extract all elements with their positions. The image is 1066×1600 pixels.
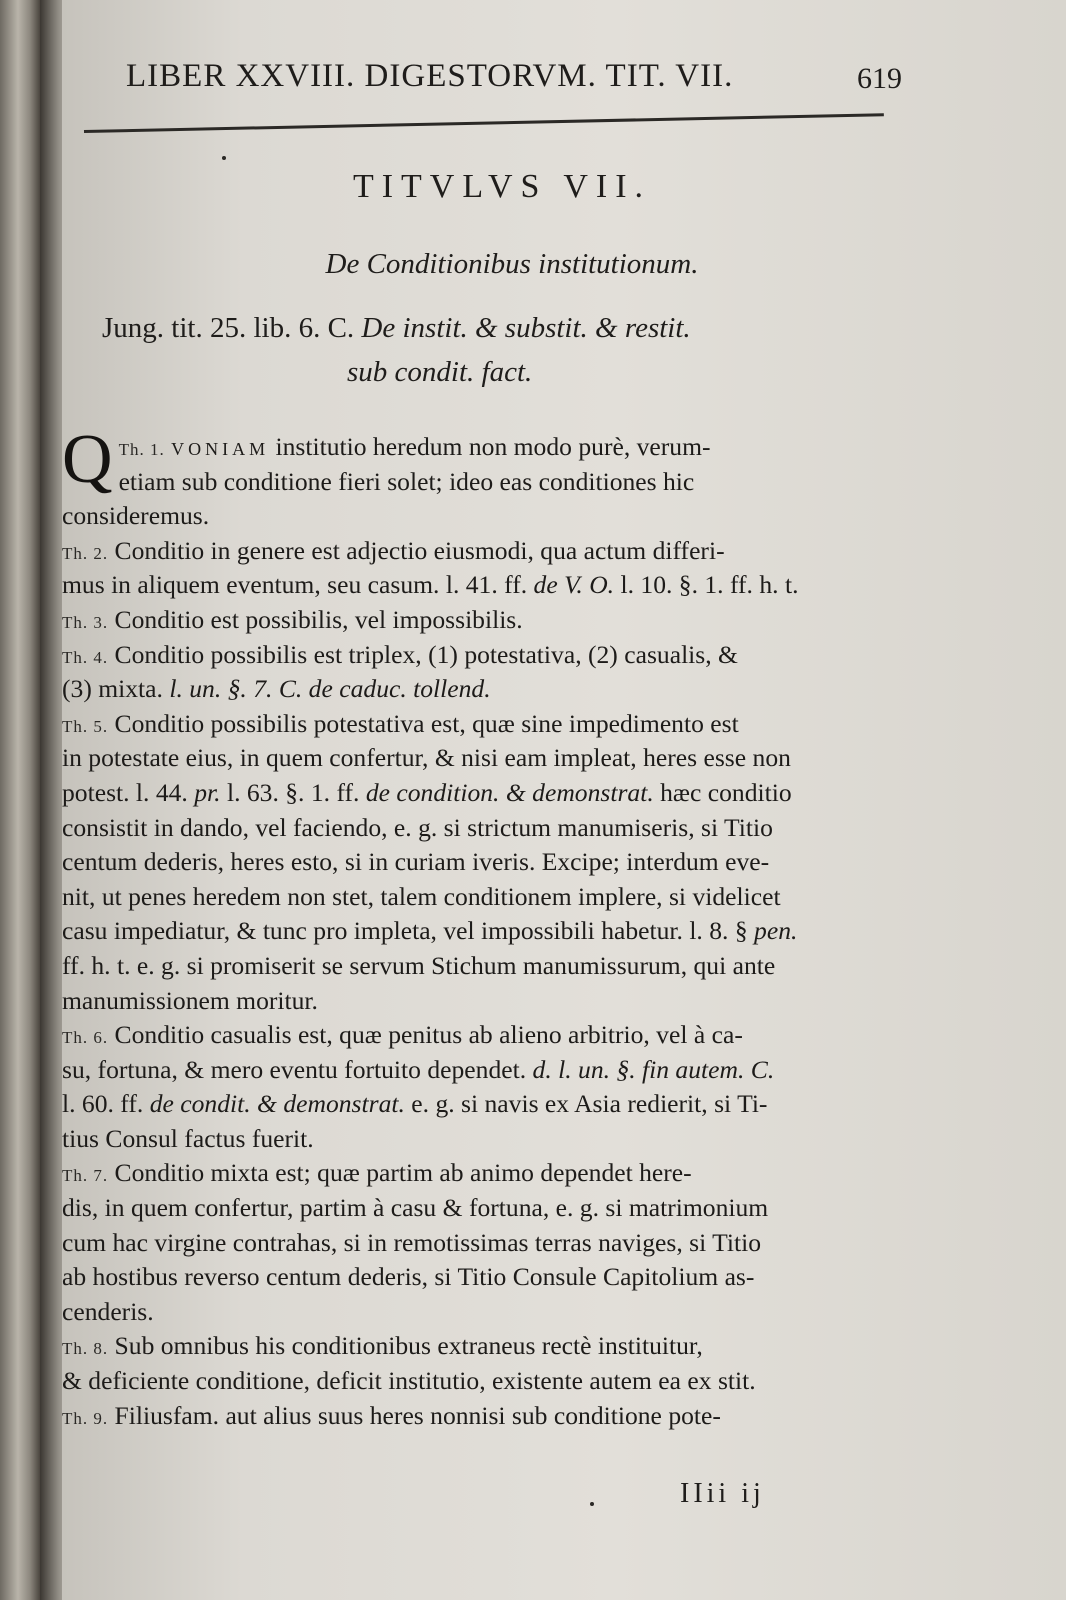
text-run: consideremus.	[62, 501, 210, 531]
text-line	[62, 1226, 942, 1261]
body-text	[62, 421, 942, 1433]
thesis-label: Th. 2.	[62, 543, 109, 563]
thesis-label: Th. 3.	[62, 612, 109, 632]
text-line	[62, 1087, 942, 1122]
text-line	[62, 949, 942, 984]
thesis-label: Th. 4.	[62, 647, 109, 667]
text-line	[62, 465, 942, 500]
text-line	[62, 1260, 942, 1295]
signature-mark: IIii ij	[680, 1478, 765, 1509]
text-run: e. g. si navis ex Asia redierit, si Ti-	[404, 1089, 768, 1119]
text-line	[62, 1329, 942, 1364]
italic-citation: de V. O.	[533, 570, 615, 600]
text-run: Conditio in genere est adjectio eiusmodi, qua actum differi-	[108, 535, 725, 565]
text-line	[62, 1399, 942, 1434]
text-line	[62, 1122, 942, 1157]
text-line	[62, 845, 942, 880]
drop-capital: Q	[62, 421, 113, 498]
text-line	[62, 1053, 942, 1088]
italic-citation: pen.	[754, 916, 798, 946]
text-run: & deficiente conditione, deficit institutio, existente autem ea ex stit.	[62, 1366, 756, 1396]
small-caps-word: VONIAM	[171, 439, 270, 459]
page-number: 619	[857, 62, 902, 95]
italic-citation: l. un. §. 7. C. de caduc. tollend.	[169, 674, 491, 704]
text-run: centum dederis, heres esto, si in curiam iveris. Excipe; interdum eve-	[62, 847, 770, 877]
text-line	[62, 638, 942, 673]
thesis-label: Th. 9.	[62, 1408, 109, 1428]
text-run: tius Consul factus fuerit.	[62, 1123, 314, 1153]
thesis-label: Th. 8.	[62, 1339, 109, 1359]
text-line	[62, 499, 942, 534]
italic-citation: de condition. & demonstrat.	[365, 777, 654, 807]
text-run: in potestate eius, in quem confertur, & nisi eam impleat, heres esse non	[62, 743, 791, 773]
text-run: cenderis.	[62, 1296, 154, 1326]
text-run: dis, in quem confertur, partim à casu & fortuna, e. g. si matrimonium	[62, 1193, 769, 1223]
italic-citation: de condit. & demonstrat.	[149, 1089, 405, 1119]
text-run: institutio heredum non modo purè, verum-	[269, 432, 711, 461]
text-line	[62, 672, 942, 707]
text-line	[62, 534, 942, 569]
text-run: Conditio mixta est; quæ partim ab animo dependet here-	[108, 1158, 692, 1188]
text-line	[62, 776, 942, 811]
crossref-line2: sub condit. fact.	[347, 356, 533, 388]
ink-speck	[590, 1502, 594, 1506]
crossref-italic: De instit. & substit. & restit.	[361, 312, 691, 344]
thesis-label: Th. 5.	[62, 716, 109, 736]
text-line	[62, 1156, 942, 1191]
text-run: ab hostibus reverso centum dederis, si Titio Consule Capitolium as-	[62, 1262, 755, 1292]
text-run: Conditio possibilis est triplex, (1) potestativa, (2) casualis, &	[108, 639, 738, 669]
text-run: l. 60. ff.	[62, 1089, 150, 1119]
ink-speck	[222, 156, 226, 160]
text-run: l. 63. §. 1. ff.	[220, 777, 366, 807]
text-line	[62, 1191, 942, 1226]
text-run: consistit in dando, vel faciendo, e. g. si strictum manumiseris, si Titio	[62, 812, 773, 842]
text-run: cum hac virgine contrahas, si in remotissimas terras naviges, si Titio	[62, 1227, 761, 1257]
text-run: hæc conditio	[653, 777, 792, 807]
thesis-label: Th. 7.	[62, 1166, 109, 1186]
text-line	[62, 880, 942, 915]
text-run: nit, ut penes heredem non stet, talem conditionem implere, si videlicet	[62, 881, 781, 911]
header-rule	[84, 113, 884, 133]
text-run: Filiusfam. aut alius suus heres nonnisi sub conditione pote-	[108, 1400, 721, 1430]
text-run: manumissionem moritur.	[62, 985, 318, 1015]
text-line	[62, 741, 942, 776]
crossref-prefix: Jung. tit. 25. lib. 6. C.	[102, 312, 362, 344]
subtitle-heading: De Conditionibus institutionum.	[325, 248, 699, 280]
text-run: potest. l. 44.	[62, 777, 195, 807]
text-run: Conditio possibilis potestativa est, quæ sine impedimento est	[108, 708, 739, 738]
text-line	[62, 568, 942, 603]
text-run: su, fortuna, & mero eventu fortuito dependet.	[62, 1054, 533, 1084]
facing-page-edge	[0, 0, 40, 1600]
text-run: (3) mixta.	[62, 674, 170, 704]
text-line	[62, 984, 942, 1019]
text-line	[62, 1018, 942, 1053]
italic-citation: pr.	[194, 777, 221, 807]
text-line	[62, 603, 942, 638]
text-line	[62, 1364, 942, 1399]
text-run: Sub omnibus his conditionibus extraneus rectè instituitur,	[108, 1331, 703, 1361]
cross-reference	[102, 306, 902, 394]
text-line	[62, 1295, 942, 1330]
text-line	[62, 811, 942, 846]
running-head: LIBER XXVIII. DIGESTORVM. TIT. VII.	[126, 58, 734, 94]
text-run: etiam sub conditione fieri solet; ideo eas conditiones hic	[118, 466, 695, 496]
text-run: ff. h. t. e. g. si promiserit se servum Stichum manumissurum, qui ante	[62, 950, 776, 980]
text-run: casu impediatur, & tunc pro impleta, vel impossibili habetur. l. 8. §	[62, 916, 755, 946]
text-line	[62, 707, 942, 742]
thesis-label: Th. 6.	[62, 1028, 109, 1048]
title-heading: TITVLVS VII.	[352, 168, 652, 205]
text-run: mus in aliquem eventum, seu casum. l. 41. ff.	[62, 570, 534, 600]
text-run: Conditio casualis est, quæ penitus ab alieno arbitrio, vel à ca-	[108, 1020, 743, 1050]
thesis-label: Th. 1.	[118, 440, 165, 459]
italic-citation: d. l. un. §. fin autem. C.	[532, 1054, 775, 1084]
book-page	[62, 0, 1066, 1600]
text-run: Conditio est possibilis, vel impossibilis.	[108, 604, 523, 634]
text-line	[62, 914, 942, 949]
text-run: l. 10. §. 1. ff. h. t.	[614, 570, 799, 600]
